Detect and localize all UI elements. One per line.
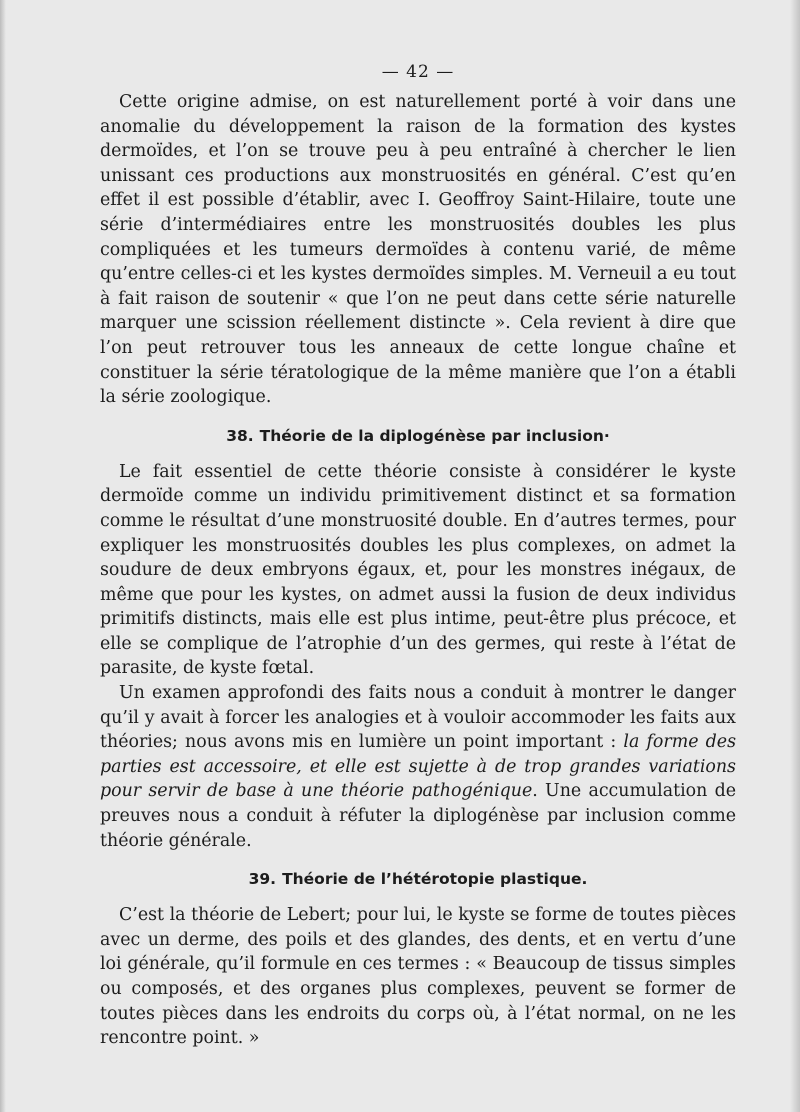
scan-shadow-left [0, 0, 6, 1112]
section-38-number: 38. [226, 426, 254, 445]
section-38-paragraph-2-start: Un examen approfondi des faits nous a conduit à montrer le danger qu’il y avait à forcer les analogies et à vouloir accommoder les faits aux théories; nous avons mis en lumière un point important : [100, 683, 736, 753]
section-38-paragraph-1: Le fait essentiel de cette théorie consiste à considérer le kyste dermoïde comme un individu primitivement distinct et sa formation comme le résultat d’une monstruosité double. En d’autres termes, pour expliquer les monstruosités doubles les plus complexes, on admet la soudure de deux embryons égaux, et, pour les monstres inégaux, de même que pour les kystes, on admet aussi la fusion de deux individus primitifs distincts, mais elle est plus intime, peut-être plus précoce, et elle se complique de l’atrophie d’un des germes, qui reste à l’état de parasite, de kyste fœtal. [100, 461, 736, 679]
section-38-title: Théorie de la diplogénèse par inclusion· [259, 426, 610, 445]
intro-paragraph: Cette origine admise, on est naturellement porté à voir dans une anomalie du développement la raison de la formation des kystes dermoïdes, et l’on se trouve peu à peu entraîné à chercher le lien unissant ces productions aux monstruosités en général. C’est qu’en effet il est possible d’établir, avec I. Geoffroy Saint-Hilaire, toute une série d’intermédiaires entre les monstruosités doubles les plus compliquées et les tumeurs dermoïdes à contenu varié, de même qu’entre celles-ci et les kystes dermoïdes simples. M. Verneuil a eu tout à fait raison de soutenir « que l’on ne peut dans cette série naturelle marquer une scission réellement distincte ». Cela revient à dire que l’on peut retrouver tous les anneaux de cette longue chaîne et constituer la série tératologique de la même manière que l’on a établi la série zoologique. [100, 92, 736, 408]
section-39-number: 39. [248, 870, 277, 889]
section-39-paragraph-1: C’est la théorie de Lebert; pour lui, le kyste se forme de toutes pièces avec un derme, des poils et des glandes, des dents, et en vertu d’une loi générale, qu’il formule en ces termes : « Beaucoup de tissus simples ou composés, et des organes plus complexes, peuvent se former de toutes pièces dans les endroits du corps où, à l’état normal, on ne les rencontre point. » [100, 905, 736, 1049]
section-39-heading [100, 869, 736, 889]
scan-shadow-right [790, 0, 800, 1112]
section-38-paragraph-2-end: . Une accumulation de preuves nous a conduit à réfuter la diplogénèse par inclusion comme théorie générale. [100, 781, 736, 851]
section-38-heading [100, 426, 736, 446]
section-38-paragraph-2 [100, 681, 736, 853]
section-39-title: Théorie de l’hétérotopie plastique. [282, 870, 588, 889]
section-38-paragraph-2-italic: la forme des parties est accessoire, et elle est sujette à de trop grandes variations pour servir de base à une théorie pathogénique [100, 732, 736, 802]
page-number: — 42 — [381, 62, 455, 82]
book-page [100, 62, 736, 1051]
